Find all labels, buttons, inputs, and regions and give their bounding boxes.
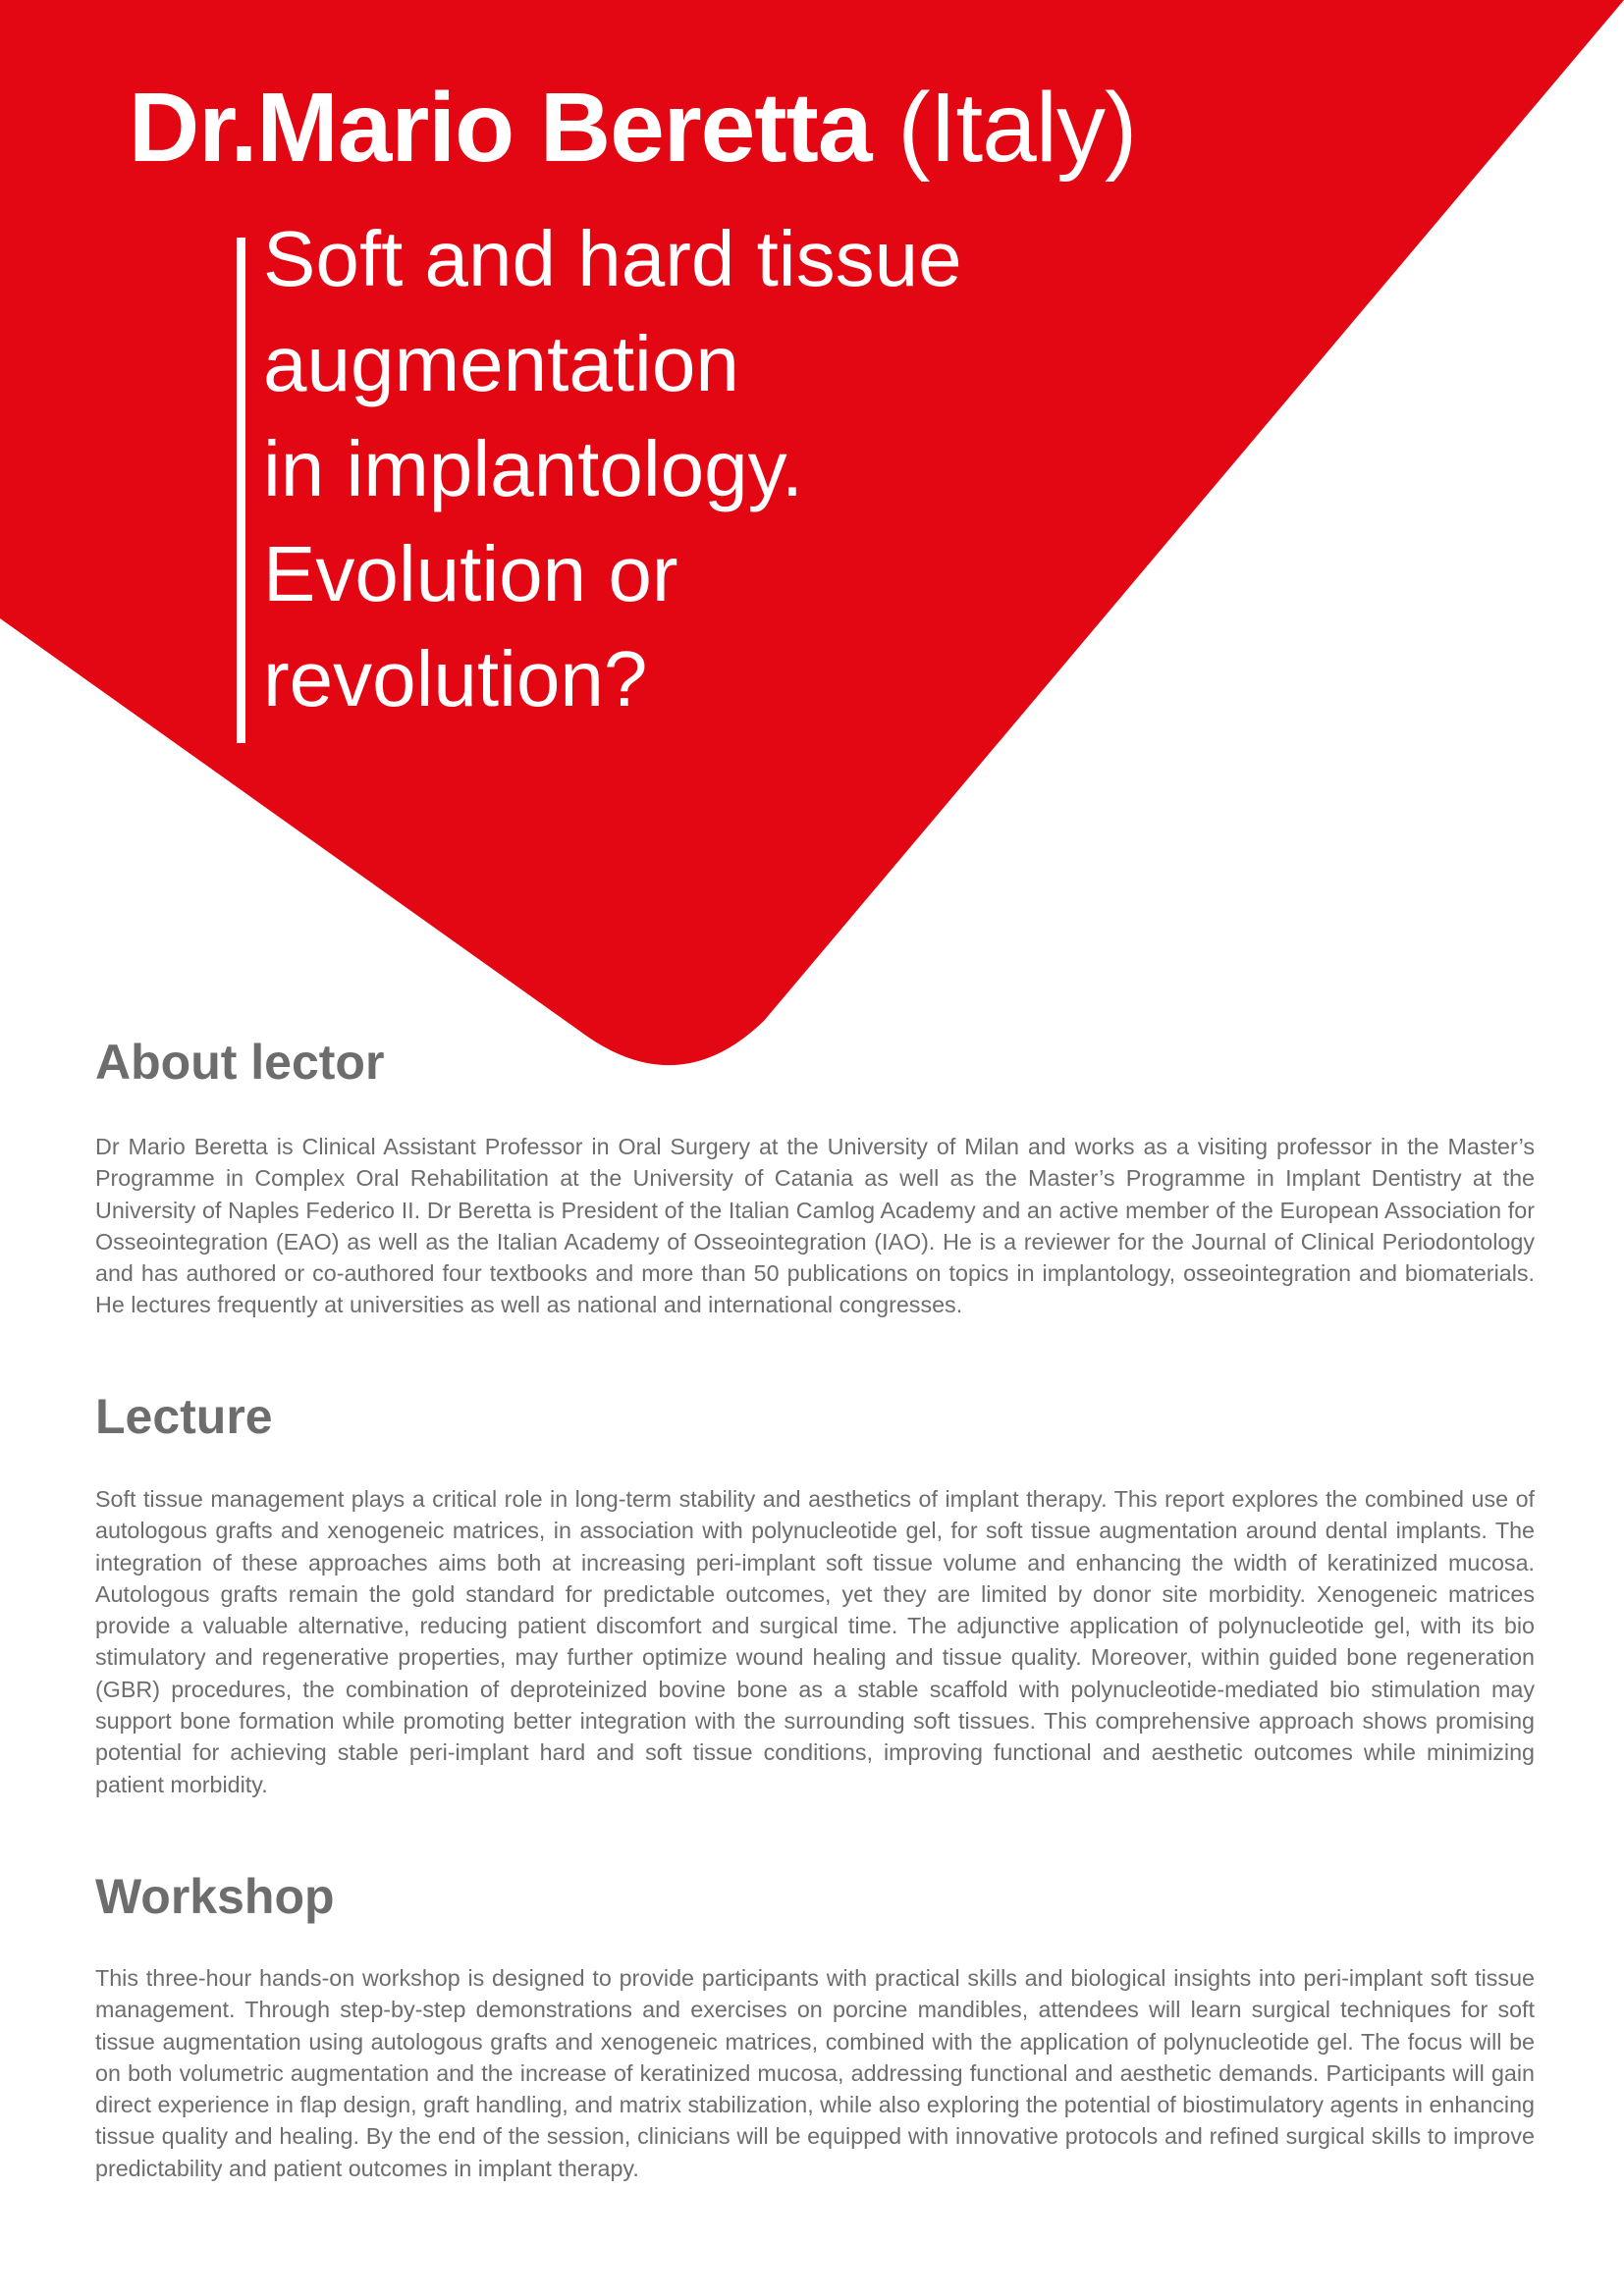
lecture-title-line: Evolution or [263, 530, 678, 617]
lecture-text: Soft tissue management plays a critical role in long-term stability and aesthetics of implant therapy. This report explores the combined use of autologous grafts and xenogeneic matrices, in association with polynucleotide gel, for soft tissue augmentation around dental implants. The integration of these approaches aims both at increasing peri-implant soft tissue volume and enhancing the width of keratinized mucosa. Autologous grafts remain the gold standard for predictable outcomes, yet they are limited by donor site morbidity. Xenogeneic matrices provide a valuable alternative, reducing patient discomfort and surgical time. The adjunctive application of polynucleotide gel, with its bio stimulatory and regenerative properties, may further optimize wound healing and tissue quality. Moreover, within guided bone regeneration (GBR) procedures, the combination of deproteinized bovine bone as a stable scaffold with polynucleotide-mediated bio stimulation may support bone formation while promoting better integration with the surrounding soft tissues. This comprehensive approach shows promising potential for achieving stable peri-implant hard and soft tissue conditions, improving functional and aesthetic outcomes while minimizing patient morbidity. [95, 1486, 1535, 1797]
about-text: Dr Mario Beretta is Clinical Assistant Professor in Oral Surgery at the University of Milan and works as a visiting professor in the Master’s Programme in Complex Oral Rehabilitation at the University of Catania as well as the Master’s Programme in Implant Dentistry at the University of Naples Federico II. Dr Beretta is President of the Italian Camlog Academy and an active member of the European Association for Osseointegration (EAO) as well as the Italian Academy of Osseointegration (IAO). He is a reviewer for the Journal of Clinical Periodontology and has authored or co-authored four textbooks and more than 50 publications on topics in implantology, osseointegration and biomaterials. He lectures frequently at universities as well as national and international congresses. [95, 1134, 1535, 1318]
lecture-title-line: in implantology. [263, 425, 803, 512]
lecture-title-line: revolution? [263, 635, 648, 722]
lecture-section [95, 1387, 1535, 1800]
lecture-heading: Lecture [95, 1389, 273, 1444]
lecturer-name-text: Dr.Mario Beretta [129, 73, 872, 183]
lecture-title [263, 206, 1147, 731]
workshop-heading: Workshop [95, 1869, 335, 1924]
lecturer-name [129, 69, 1136, 187]
lecturer-country: (Italy) [897, 73, 1137, 183]
about-section [95, 1033, 1535, 1321]
lecture-title-line: augmentation [263, 320, 739, 407]
workshop-section [95, 1867, 1535, 2184]
about-heading: About lector [95, 1035, 385, 1090]
workshop-text: This three-hour hands-on workshop is designed to provide participants with practical skills and biological insights into peri-implant soft tissue management. Through step-by-step demonstrations and exercises on porcine mandibles, attendees will learn surgical techniques for soft tissue augmentation using autologous grafts and xenogeneic matrices, combined with the application of polynucleotide gel. The focus will be on both volumetric augmentation and the increase of keratinized mucosa, addressing functional and aesthetic demands. Participants will gain direct experience in flap design, graft handling, and matrix stabilization, while also exploring the potential of biostimulatory agents in enhancing tissue quality and healing. By the end of the session, clinicians will be equipped with innovative protocols and refined surgical skills to improve predictability and patient outcomes in implant therapy. [95, 1965, 1535, 2181]
lecture-title-line: Soft and hard tissue [263, 215, 962, 302]
title-accent-bar [237, 238, 245, 743]
